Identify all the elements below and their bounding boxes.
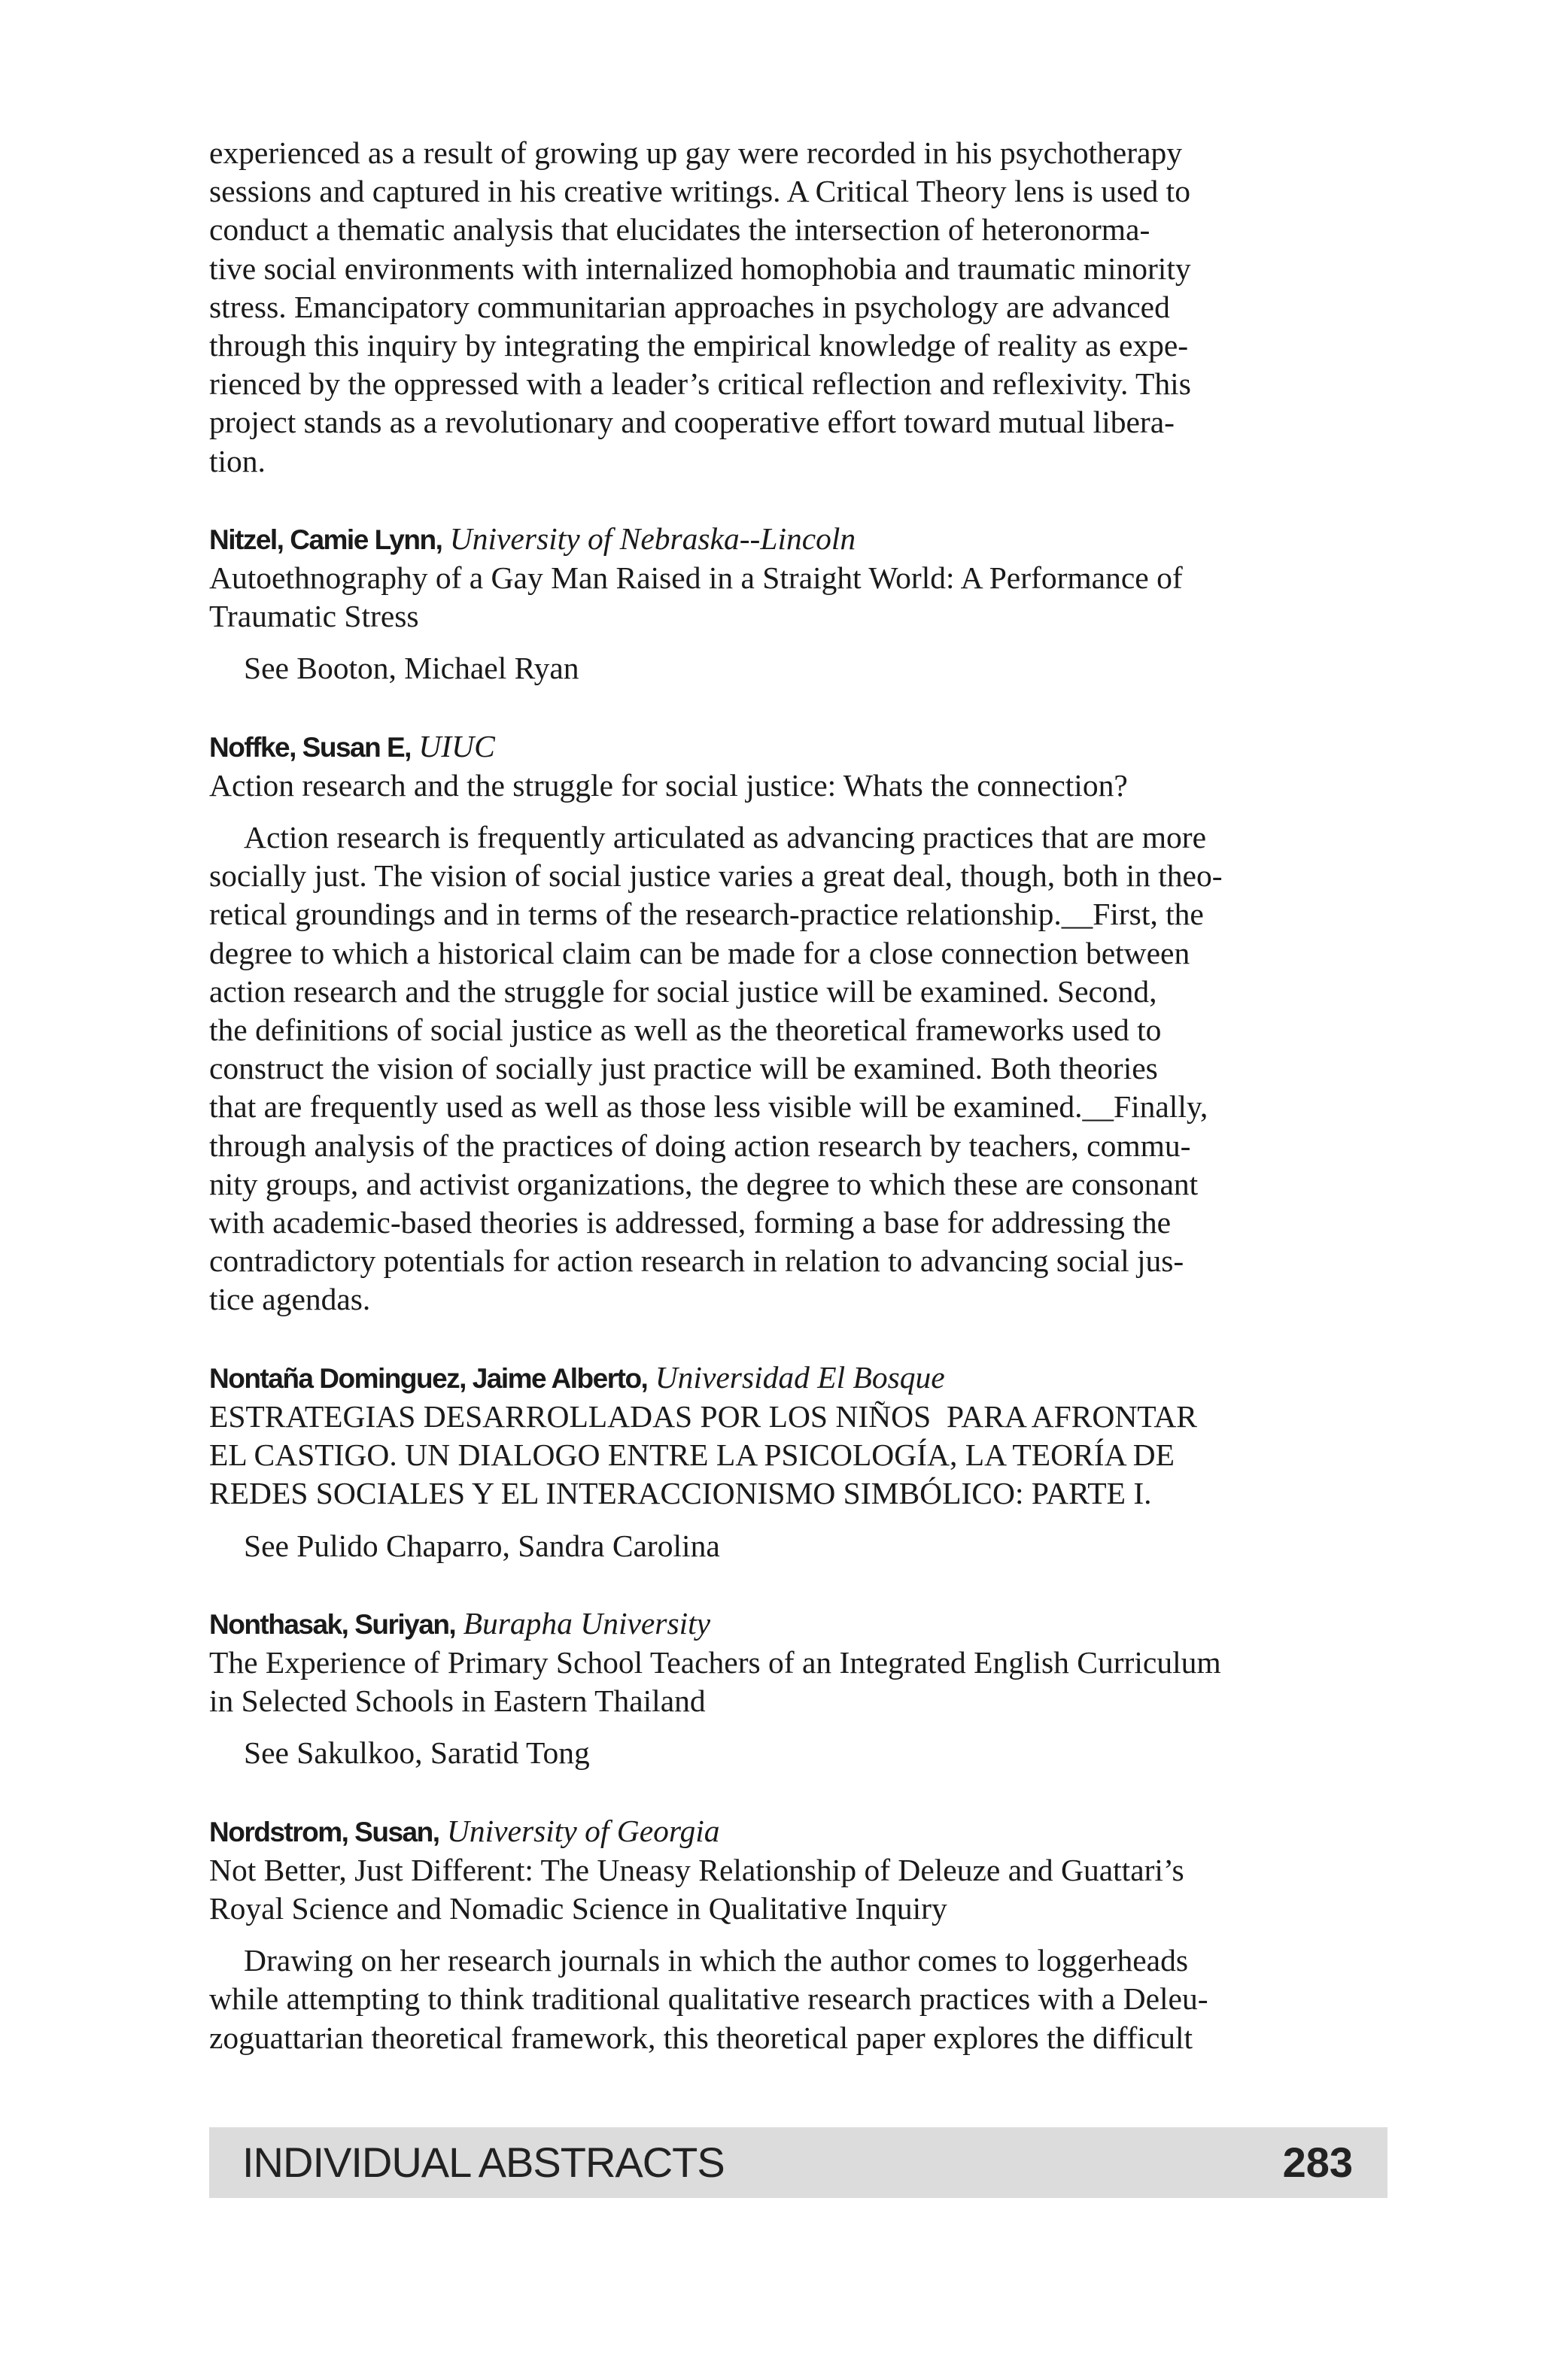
abstract-entry — [209, 1358, 1388, 1565]
title-line: Traumatic Stress — [209, 599, 419, 634]
author-name: Nitzel, Camie Lynn, — [209, 524, 442, 555]
see-reference: See Booton, Michael Ryan — [244, 651, 579, 686]
abstract-line: tive social environments with internalized homophobia and traumatic minority — [209, 250, 1191, 286]
abstract-line: nity groups, and activist organizations, the degree to which these are consonant — [209, 1166, 1199, 1201]
author-affiliation: Universidad El Bosque — [655, 1359, 945, 1395]
abstract-line: experienced as a result of growing up gay were recorded in his psychotherapy — [209, 135, 1182, 170]
abstract-text — [209, 818, 1388, 1319]
title-line: REDES SOCIALES Y EL INTERACCIONISMO SIMBÓLICO: PARTE I. — [209, 1476, 1152, 1511]
author-affiliation: University of Nebraska--Lincoln — [449, 521, 856, 556]
abstract-line: retical groundings and in terms of the research-practice relationship.__First, the — [209, 897, 1204, 932]
abstract-line: construct the vision of socially just practice will be examined. Both theories — [209, 1051, 1158, 1086]
author-name: Nonthasak, Suriyan, — [209, 1608, 456, 1640]
abstract-line: while attempting to think traditional qualitative research practices with a Deleu- — [209, 1981, 1208, 2017]
page-number: 283 — [1282, 2139, 1353, 2186]
abstract-text — [209, 1941, 1388, 2057]
abstract-line: socially just. The vision of social justice varies a great deal, though, both in theo- — [209, 858, 1223, 894]
see-reference: See Pulido Chaparro, Sandra Carolina — [244, 1528, 720, 1563]
title-line: Royal Science and Nomadic Science in Qualitative Inquiry — [209, 1890, 947, 1926]
title-line: in Selected Schools in Eastern Thailand — [209, 1683, 706, 1719]
author-affiliation: University of Georgia — [446, 1813, 720, 1848]
entry-heading — [209, 1812, 1388, 1851]
abstract-line: through analysis of the practices of doing action research by teachers, commu- — [209, 1128, 1191, 1163]
abstract-line: zoguattarian theoretical framework, this theoretical paper explores the difficult — [209, 2020, 1193, 2055]
abstract-line: sessions and captured in his creative writings. A Critical Theory lens is used to — [209, 174, 1190, 209]
author-name: Noffke, Susan E, — [209, 731, 411, 763]
entry-heading — [209, 727, 1388, 767]
author-affiliation: UIUC — [418, 728, 495, 763]
entry-title — [209, 1644, 1388, 1720]
abstract-line: conduct a thematic analysis that elucidates the intersection of heteronorma- — [209, 212, 1150, 247]
abstract-line: the definitions of social justice as well as the theoretical frameworks used to — [209, 1012, 1162, 1048]
abstract-line: contradictory potentials for action research in relation to advancing social jus- — [209, 1243, 1184, 1279]
abstract-line: action research and the struggle for social justice will be examined. Second, — [209, 973, 1157, 1009]
author-name: Nontaña Dominguez, Jaime Alberto, — [209, 1362, 648, 1394]
entry-title — [209, 767, 1388, 805]
entry-title — [209, 559, 1388, 636]
page-content — [209, 134, 1388, 2057]
abstract-entry — [209, 520, 1388, 688]
abstract-line: project stands as a revolutionary and cooperative effort toward mutual libera- — [209, 405, 1175, 440]
entry-heading — [209, 520, 1388, 559]
abstract-entry — [209, 727, 1388, 1319]
author-name: Nordstrom, Susan, — [209, 1816, 439, 1847]
title-line: Autoethnography of a Gay Man Raised in a Straight World: A Performance of — [209, 560, 1183, 596]
title-line: ESTRATEGIAS DESARROLLADAS POR LOS NIÑOS PARA AFRONTAR — [209, 1398, 1197, 1434]
title-line: Not Better, Just Different: The Uneasy Relationship of Deleuze and Guattari’s — [209, 1852, 1184, 1887]
see-reference: See Sakulkoo, Saratid Tong — [244, 1735, 590, 1771]
section-title: INDIVIDUAL ABSTRACTS — [242, 2139, 725, 2186]
abstract-line: tice agendas. — [209, 1282, 371, 1317]
entry-title — [209, 1851, 1388, 1928]
abstract-line: through this inquiry by integrating the empirical knowledge of reality as expe- — [209, 328, 1189, 363]
author-affiliation: Burapha University — [463, 1605, 711, 1641]
page-footer — [209, 2127, 1388, 2198]
entry-heading — [209, 1358, 1388, 1398]
title-line: Action research and the struggle for social justice: Whats the connection? — [209, 767, 1128, 803]
abstract-line: tion. — [209, 443, 266, 478]
abstract-line: stress. Emancipatory communitarian approaches in psychology are advanced — [209, 289, 1170, 324]
entry-heading — [209, 1604, 1388, 1644]
abstract-line: that are frequently used as well as those less visible will be examined.__Finally, — [209, 1089, 1208, 1125]
abstract-entry — [209, 1604, 1388, 1773]
title-line: The Experience of Primary School Teachers of an Integrated English Curriculum — [209, 1644, 1221, 1680]
abstract-line: degree to which a historical claim can be made for a close connection between — [209, 935, 1190, 970]
continued-abstract — [209, 134, 1388, 481]
abstract-line: rienced by the oppressed with a leader’s critical reflection and reflexivity. This — [209, 366, 1191, 402]
entry-title — [209, 1398, 1388, 1513]
abstract-line: with academic-based theories is addressed, forming a base for addressing the — [209, 1205, 1171, 1240]
abstract-line: Drawing on her research journals in which the author comes to loggerheads — [244, 1943, 1188, 1978]
abstract-line: Action research is frequently articulated as advancing practices that are more — [244, 820, 1206, 855]
abstract-entry — [209, 1812, 1388, 2057]
title-line: EL CASTIGO. UN DIALOGO ENTRE LA PSICOLOGÍA, LA TEORÍA DE — [209, 1437, 1175, 1473]
